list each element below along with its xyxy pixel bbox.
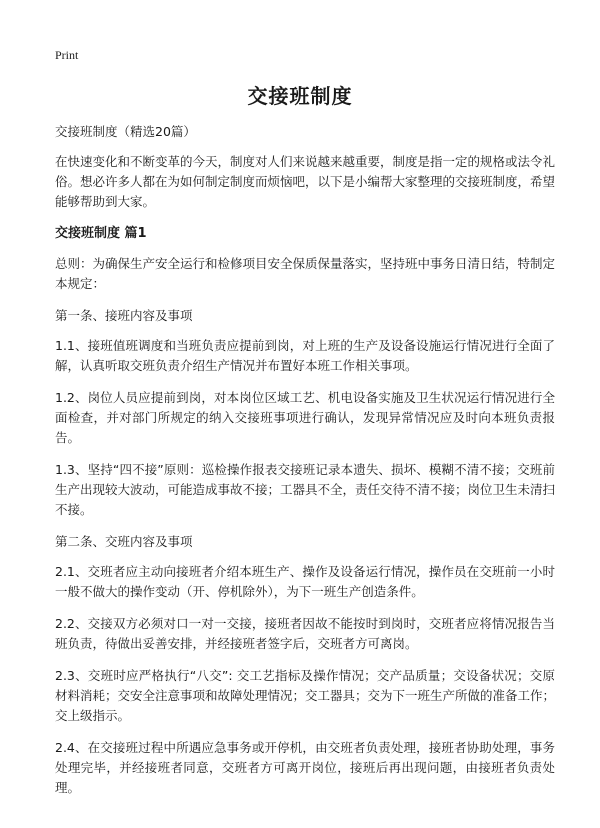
item-2-3: 2.3、交班时应严格执行“八交”: 交工艺指标及操作情况；交产品质量；交设备状况；交原材料消耗；交安全注意事项和故障处理情况；交工器具；交为下一班生产所做的准备工作；交上级指示。 bbox=[55, 668, 556, 723]
document-body bbox=[55, 122, 555, 810]
item-1-1: 1.1、接班值班调度和当班负责应提前到岗，对上班的生产及设备设施运行情况进行全面了解，认真听取交班负责介绍生产情况并布置好本班工作相关事项。 bbox=[55, 338, 555, 373]
section-heading: 交接班制度 篇1 bbox=[55, 226, 147, 241]
print-label: Print bbox=[55, 48, 79, 62]
document-title: 交接班制度 bbox=[247, 84, 353, 108]
item-2-2: 2.2、交接双方必须对口一对一交接，接班者因故不能按时到岗时，交班者应将情况报告当班负责，待做出妥善安排，并经接班者签字后，交班者方可离岗。 bbox=[55, 616, 555, 651]
item-2-4: 2.4、在交接班过程中所遇应急事务或开停机，由交班者负责处理，接班者协助处理，事务处理完毕，并经接班者同意，交班者方可离开岗位，接班后再出现问题，由接班者负责处理。 bbox=[55, 740, 555, 795]
item-2-1: 2.1、交班者应主动向接班者介绍本班生产、操作及设备运行情况，操作员在交班前一小时一般不做大的操作变动（开、停机除外），为下一班生产创造条件。 bbox=[55, 564, 555, 599]
item-1-2: 1.2、岗位人员应提前到岗，对本岗位区域工艺、机电设备实施及卫生状况运行情况进行全面检查，并对部门所规定的纳入交接班事项进行确认，发现异常情况应及时向本班负责报告。 bbox=[55, 390, 555, 445]
article-1-title: 第一条、接班内容及事项 bbox=[55, 308, 193, 323]
intro-paragraph: 在快速变化和不断变革的今天，制度对人们来说越来越重要，制度是指一定的规格或法令礼俗。想必许多人都在为如何制定制度而烦恼吧，以下是小编帮大家整理的交接班制度，希望能够帮助到大家。 bbox=[55, 154, 556, 209]
article-2-title: 第二条、交班内容及事项 bbox=[55, 534, 193, 549]
document-subtitle: 交接班制度（精选20篇） bbox=[55, 124, 196, 139]
general-paragraph: 总则：为确保生产安全运行和检修项目安全保质保量落实，坚持班中事务日清日结，特制定本规定： bbox=[55, 256, 556, 291]
item-1-3: 1.3、坚持“四不接”原则：巡检操作报表交接班记录本遗失、损坏、模糊不清不接；交班前生产出现较大波动，可能造成事故不接；工器具不全，责任交待不清不接；岗位卫生未清扫不接。 bbox=[55, 462, 556, 517]
